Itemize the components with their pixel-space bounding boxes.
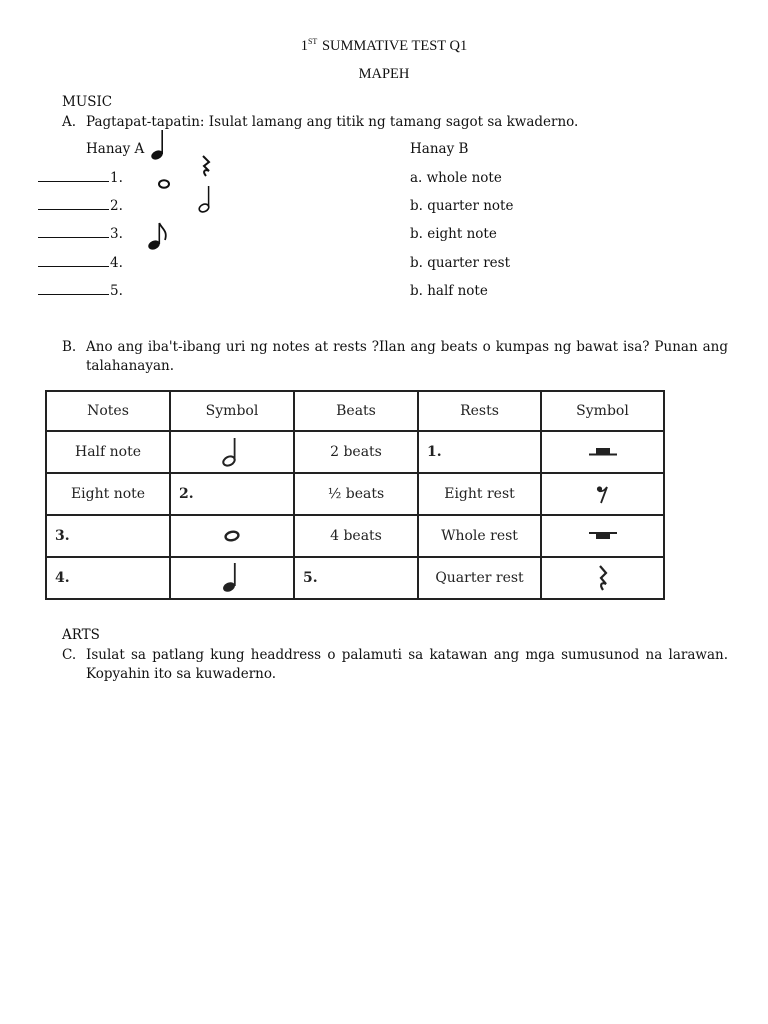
part-a-label: A. <box>62 114 77 130</box>
page-title <box>0 37 768 55</box>
rest-symbol-cell <box>541 515 664 557</box>
part-c-text: Isulat sa patlang kung headdress o palamuti sa katawan ang mga sumusunod na larawan. Kopyahin ito sa kuwaderno. <box>86 647 728 682</box>
rest-blank-cell[interactable]: 1. <box>418 431 541 473</box>
note-symbol-cell <box>170 515 294 557</box>
part-b-label: B. <box>62 339 77 355</box>
header-notes: Notes <box>46 391 170 431</box>
answer-line-2[interactable]: 2. <box>38 198 123 214</box>
part-c-instruction <box>62 646 728 684</box>
quarter-rest-icon <box>595 565 611 591</box>
answer-line-5[interactable]: 5. <box>38 283 123 299</box>
half-rest-icon <box>587 445 619 459</box>
note-name-cell: Half note <box>46 431 170 473</box>
part-a-text: Pagtapat-tapatin: Isulat lamang ang titik ng tamang sagot sa kwaderno. <box>86 114 579 130</box>
section-heading-arts: ARTS <box>62 627 100 643</box>
choice-b-4: b. half note <box>410 283 488 299</box>
whole-note-icon <box>157 178 171 190</box>
column-a-heading: Hanay A <box>86 141 145 157</box>
choice-b-3: b. quarter rest <box>410 255 511 271</box>
table-row <box>46 515 664 557</box>
beats-cell: 2 beats <box>294 431 418 473</box>
half-note-icon <box>221 436 243 468</box>
rest-symbol-cell <box>541 557 664 599</box>
beats-cell: ½ beats <box>294 473 418 515</box>
rest-name-cell: Whole rest <box>418 515 541 557</box>
note-name-blank-cell[interactable]: 3. <box>46 515 170 557</box>
rest-name-cell: Quarter rest <box>418 557 541 599</box>
beats-blank-cell[interactable]: 5. <box>294 557 418 599</box>
table-row <box>46 473 664 515</box>
header-rest-symbol: Symbol <box>541 391 664 431</box>
part-b-text: Ano ang iba't-ibang uri ng notes at rests ?Ilan ang beats o kumpas ng bawat isa? Punan ang talahanayan. <box>86 339 728 374</box>
beats-cell: 4 beats <box>294 515 418 557</box>
answer-line-4[interactable]: 4. <box>38 255 123 271</box>
note-name-blank-cell[interactable]: 4. <box>46 557 170 599</box>
quarter-note-icon <box>148 128 176 164</box>
choice-b-2: b. eight note <box>410 226 497 242</box>
eighth-note-icon <box>146 221 170 253</box>
header-symbol: Symbol <box>170 391 294 431</box>
eighth-rest-icon <box>595 484 611 504</box>
note-symbol-blank-cell[interactable]: 2. <box>170 473 294 515</box>
title-superscript: ST <box>307 37 318 46</box>
quarter-note-icon <box>221 561 243 595</box>
answer-line-3[interactable]: 3. <box>38 226 123 242</box>
part-b-instruction <box>62 338 728 376</box>
half-note-icon <box>196 185 216 215</box>
table-header-row <box>46 391 664 431</box>
whole-rest-icon <box>587 529 619 543</box>
table-row <box>46 557 664 599</box>
table-row <box>46 431 664 473</box>
header-rests: Rests <box>418 391 541 431</box>
notes-rests-table <box>45 390 665 600</box>
subject-title: MAPEH <box>358 66 410 82</box>
note-symbol-cell <box>170 557 294 599</box>
title-number: 1 <box>300 38 308 54</box>
header-beats: Beats <box>294 391 418 431</box>
note-name-cell: Eight note <box>46 473 170 515</box>
quarter-rest-icon <box>198 155 214 177</box>
whole-note-icon <box>222 529 242 543</box>
part-c-label: C. <box>62 647 77 663</box>
note-symbol-cell <box>170 431 294 473</box>
column-b-heading: Hanay B <box>410 141 469 157</box>
section-heading-music: MUSIC <box>62 94 113 110</box>
answer-line-1[interactable]: 1. <box>38 170 123 186</box>
choice-b-1: b. quarter note <box>410 198 514 214</box>
rest-symbol-cell <box>541 431 664 473</box>
rest-symbol-cell <box>541 473 664 515</box>
rest-name-cell: Eight rest <box>418 473 541 515</box>
title-text: SUMMATIVE TEST Q1 <box>318 38 468 54</box>
choice-a: a. whole note <box>410 170 502 186</box>
